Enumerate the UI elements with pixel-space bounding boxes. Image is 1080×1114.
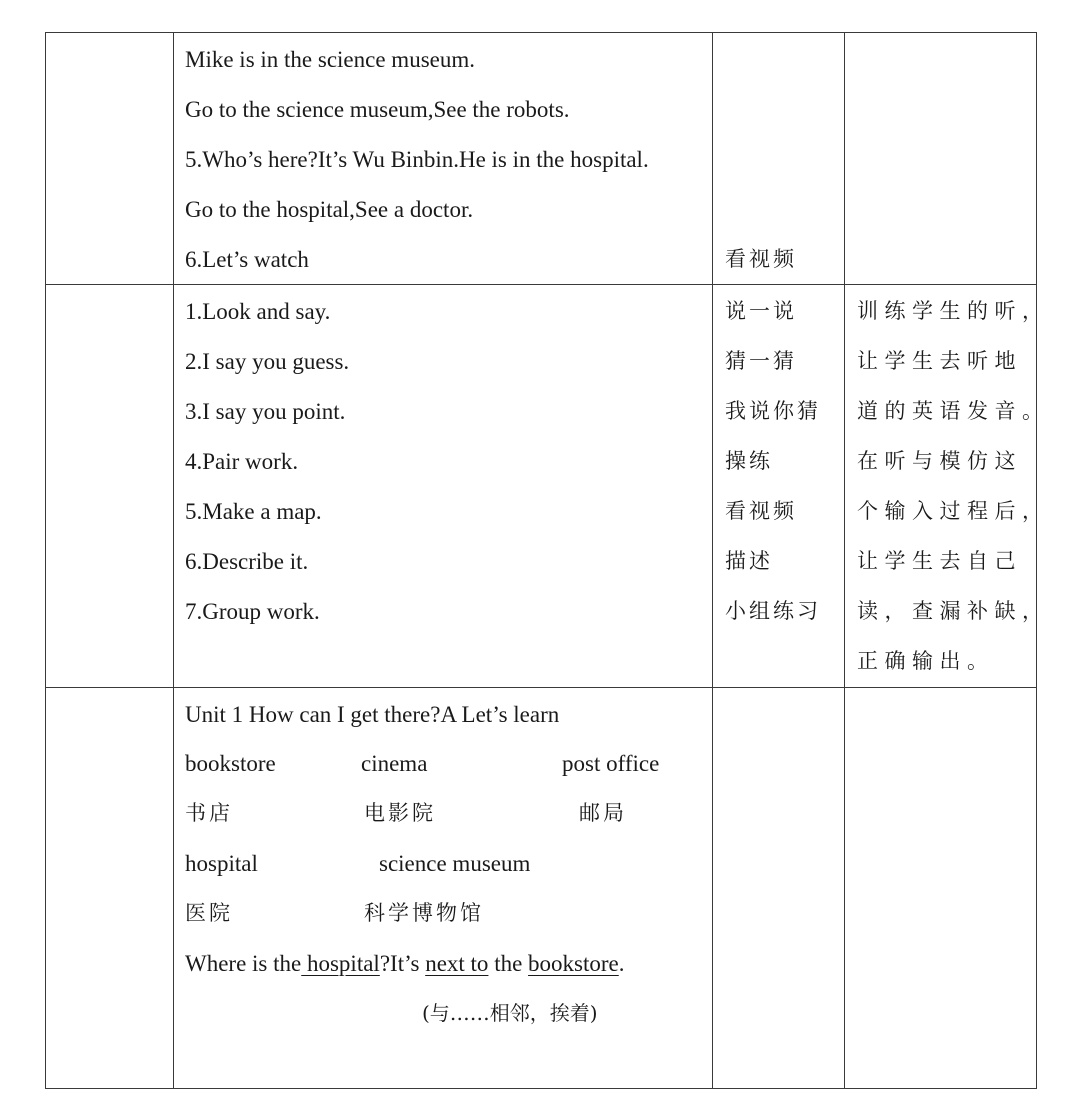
purpose-line: 正确输出。 — [857, 648, 995, 673]
table-row — [46, 33, 1037, 285]
purpose-cell — [845, 285, 1050, 687]
blank-next-to: next to — [425, 951, 489, 977]
content-line: 6.Let’s watch — [185, 246, 309, 272]
stage-cell — [46, 33, 174, 285]
purpose-line: 个输入过程后， — [857, 499, 1050, 524]
content-cell — [174, 285, 713, 687]
content-line: Go to the hospital,See a doctor. — [185, 196, 474, 222]
content-line: 4.Pair work. — [185, 449, 299, 475]
activity-cell — [713, 687, 845, 1088]
vocab-word: science museum — [379, 851, 531, 877]
purpose-line: 让学生去听地 — [857, 349, 1022, 374]
activity-cell — [713, 33, 845, 285]
content-line: 3.I say you point. — [185, 399, 346, 425]
activity-line: 说一说 — [725, 299, 797, 324]
purpose-cell — [845, 33, 1037, 285]
table-row — [46, 285, 1037, 687]
activity-line: 看视频 — [725, 246, 797, 271]
content-line: 5.Who’s here?It’s Wu Binbin.He is in the hospital. — [185, 146, 649, 172]
purpose-line: 让学生去自己 — [857, 548, 1022, 573]
vocab-word: post office — [562, 751, 660, 777]
content-cell — [174, 33, 713, 285]
purpose-cell — [845, 687, 1037, 1088]
purpose-line: 在听与模仿这 — [857, 449, 1022, 474]
vocab-translation: 医院 — [185, 901, 233, 926]
activity-cell — [713, 285, 845, 687]
vocab-word: hospital — [185, 851, 258, 877]
vocab-word: cinema — [361, 751, 428, 777]
vocab-row — [174, 739, 712, 789]
activity-line: 描述 — [725, 548, 773, 573]
vocab-row — [174, 839, 712, 889]
blank-hospital: hospital — [301, 951, 380, 977]
purpose-line: 道的英语发音。 — [857, 399, 1050, 424]
note-row — [174, 989, 712, 1039]
lesson-heading: Unit 1 How can I get there?A Let’s learn — [185, 701, 560, 727]
stage-cell — [46, 285, 174, 687]
activity-line: 看视频 — [725, 499, 797, 524]
activity-line: 操练 — [725, 449, 773, 474]
table-row — [46, 687, 1037, 1088]
stage-cell — [46, 687, 174, 1088]
vocab-translation: 科学博物馆 — [364, 901, 484, 926]
vocab-translation: 电影院 — [364, 801, 436, 826]
activity-line: 猜一猜 — [725, 349, 797, 374]
content-line: 7.Group work. — [185, 598, 320, 624]
vocab-translation: 邮局 — [579, 801, 627, 826]
content-line: Mike is in the science museum. — [185, 47, 475, 72]
activity-line: 小组练习 — [725, 598, 821, 623]
phrase-note: (与……相邻，挨着) — [422, 1000, 598, 1025]
vocab-row — [174, 889, 712, 939]
example-sentence: Where is the hospital?It’s next to the bookstore. — [185, 951, 625, 977]
vocab-row — [174, 789, 712, 839]
lesson-plan-table — [45, 32, 1050, 1089]
blank-bookstore: bookstore — [528, 951, 619, 977]
vocab-word: bookstore — [185, 751, 276, 777]
content-line: 1.Look and say. — [185, 299, 331, 325]
purpose-line: 训练学生的听， — [857, 299, 1050, 324]
content-line: 2.I say you guess. — [185, 349, 350, 375]
content-line: 6.Describe it. — [185, 548, 309, 574]
content-cell — [174, 687, 713, 1088]
activity-line: 我说你猜 — [725, 399, 821, 424]
content-line: Go to the science museum,See the robots. — [185, 96, 570, 122]
content-line: 5.Make a map. — [185, 499, 322, 525]
purpose-line: 读，查漏补缺， — [857, 598, 1050, 623]
vocab-translation: 书店 — [185, 801, 233, 826]
